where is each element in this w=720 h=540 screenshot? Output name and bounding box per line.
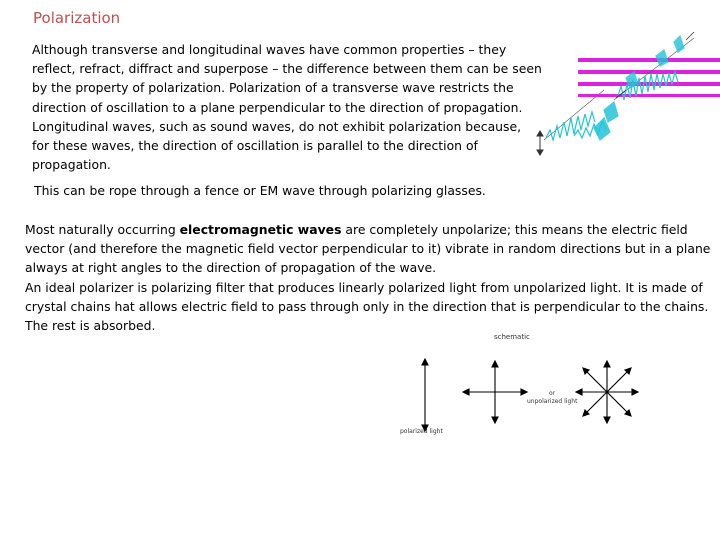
fence-bars [578,58,720,97]
slide-title: Polarization [33,9,121,27]
text-bold-em-waves: electromagnetic waves [179,222,342,237]
unpolarized-star-schematic [575,360,639,424]
paragraph-polarization-intro: Although transverse and longitudinal waves have common properties – they reflect, refract, diffract and superpose – the difference between them can be seen by the property of polarization. Polarization of a transverse wave restricts the direction of oscillation to a plane perpendicular to the direction of propagation. Longitudinal waves, such as sound waves, do not exhibit polarization because, for these waves, the direction of oscillation is parallel to the direction of propagation. [32,42,542,173]
paragraph-rope-fence: This can be rope through a fence or EM wave through polarizing glasses. [34,183,486,198]
unpolarized-cross-schematic [462,360,528,424]
or-label: or [549,390,556,397]
text-lead: Most naturally occurring [25,222,180,237]
unpolarized-light-label: unpolarized light [527,398,578,405]
vertical-double-arrow-icon [537,131,543,155]
wave-fence-illustration [534,28,720,158]
polarized-light-label: polarized light [400,428,443,435]
unpolarized-wave [544,90,618,140]
paragraph-unpolarized-light [25,220,715,335]
polarized-light-schematic [405,358,445,432]
schematic-heading: schematic [494,333,530,341]
text-rest: are completely unpolarize; this means the electric field vector (and therefore the magnetic field vector perpendicular to it) vibrate in random directions but in a plane always at right angles to the direction of propagation of the wave. [25,222,711,276]
text-ideal-polarizer: An ideal polarizer is polarizing filter that produces linearly polarized light from unpolarized light. It is made of crystal chains hat allows electric field to pass through only in the direction that is perpendicular to the chains. The rest is absorbed. [25,279,709,334]
